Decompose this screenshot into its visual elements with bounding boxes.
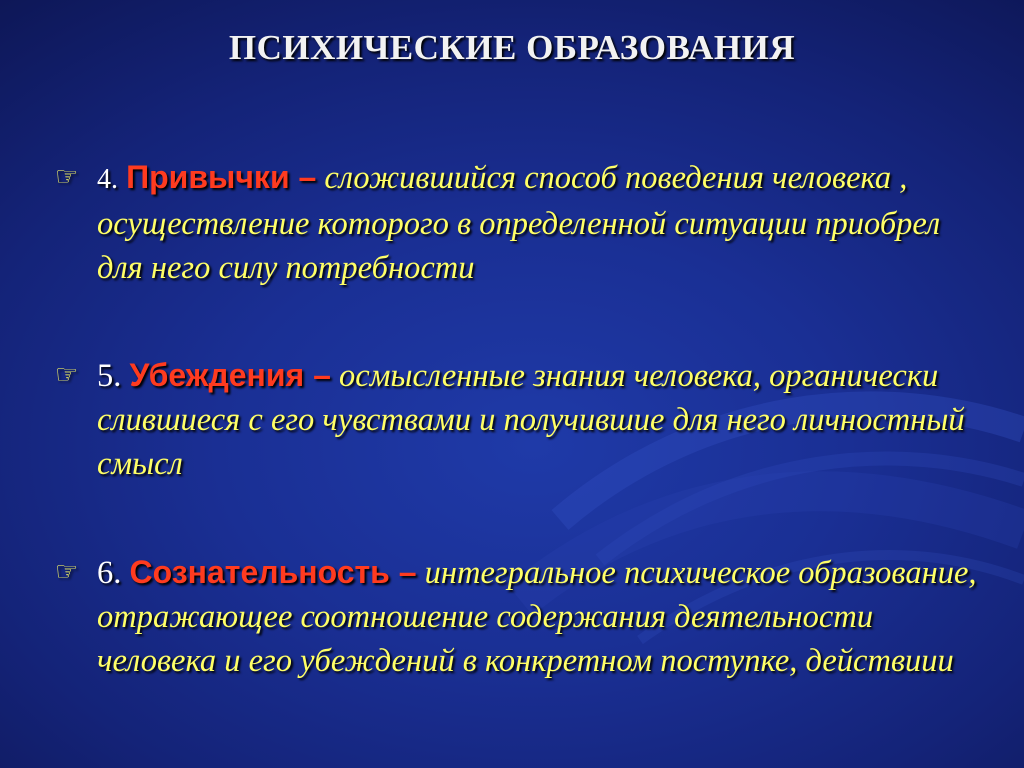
item-definition: сложившийся способ поведения человека , осуществление которого в определенной ситуации приобрел для него силу потребности — [97, 160, 941, 286]
slide-title: ПСИХИЧЕСКИЕ ОБРАЗОВАНИЯ — [228, 28, 796, 67]
item-number: 6. — [97, 555, 122, 591]
pointing-hand-icon: ☞ — [55, 360, 79, 389]
item-number: 4. — [97, 164, 118, 195]
item-definition: осмысленные знания человека, органически слившиеся с его чувствами и получившие для него личностный смысл — [97, 358, 965, 482]
item-term: Сознательность – — [129, 554, 417, 590]
pointing-hand-icon: ☞ — [55, 162, 79, 191]
list-item-habits — [55, 155, 985, 290]
item-term: Убеждения – — [129, 357, 331, 393]
pointing-hand-icon: ☞ — [55, 557, 79, 586]
item-term: Привычки – — [126, 159, 317, 195]
item-number: 5. — [97, 358, 122, 394]
list-item-consciousness — [55, 550, 985, 683]
item-definition: интегральное психическое образование, отражающее соотношение содержания деятельности человека и его убеждений в конкретном поступке, действиии — [97, 555, 977, 679]
list-item-beliefs — [55, 353, 985, 486]
